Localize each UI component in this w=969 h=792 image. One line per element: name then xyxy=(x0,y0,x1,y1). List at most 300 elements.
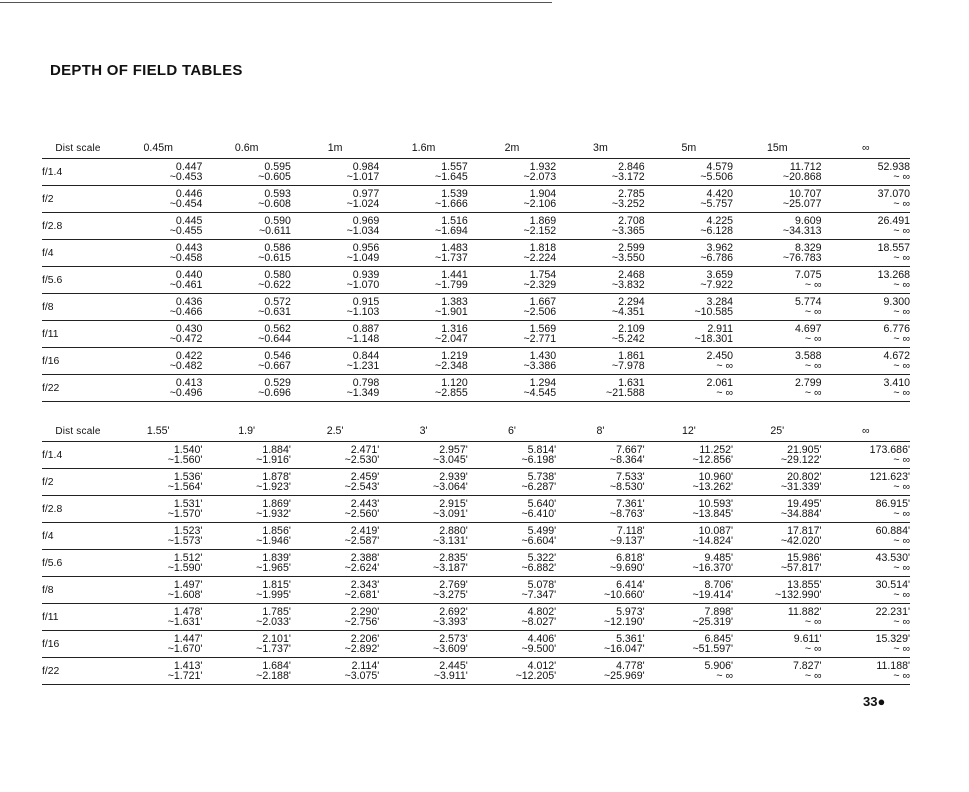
dof-cell xyxy=(202,523,290,550)
far-limit: ~3.393' xyxy=(433,615,468,628)
near-limit: 1.818 xyxy=(529,241,557,254)
near-limit: 0.590 xyxy=(264,214,291,227)
far-limit: ~18.301 xyxy=(694,332,734,345)
near-limit: 0.969 xyxy=(352,214,380,227)
near-limit: 5.499' xyxy=(527,524,557,537)
dof-cell xyxy=(114,375,202,402)
table-row xyxy=(42,186,910,213)
near-limit: 2.939' xyxy=(439,470,468,483)
far-limit: ~14.824' xyxy=(692,534,734,547)
far-limit: ~0.482 xyxy=(169,359,203,372)
near-limit: 1.884' xyxy=(262,443,291,456)
near-limit: 2.846 xyxy=(618,160,645,173)
near-limit: 10.087' xyxy=(698,524,734,537)
dof-cell xyxy=(733,577,821,604)
near-limit: 1.536' xyxy=(173,470,203,483)
near-limit: 9.611' xyxy=(793,632,822,645)
dof-cell xyxy=(114,577,202,604)
far-limit: ~2.033' xyxy=(256,615,291,628)
far-limit: ~ ∞ xyxy=(893,534,910,547)
near-limit: 5.738' xyxy=(527,470,557,483)
near-limit: 2.915' xyxy=(439,497,468,510)
near-limit: 1.441 xyxy=(441,268,468,281)
near-limit: 1.932 xyxy=(529,160,557,173)
far-limit: ~6.786 xyxy=(700,251,734,264)
far-limit: ~3.045' xyxy=(433,453,468,466)
far-limit: ~1.070 xyxy=(346,278,380,291)
near-limit: 2.599 xyxy=(618,241,645,254)
far-limit: ~19.414' xyxy=(692,588,734,601)
far-limit: ~ ∞ xyxy=(893,278,910,291)
dof-cell xyxy=(379,577,467,604)
fstop-label: f/2.8 xyxy=(42,503,63,515)
near-limit: 2.880' xyxy=(439,524,468,537)
dof-cell xyxy=(645,523,733,550)
far-limit: ~51.597' xyxy=(692,642,734,655)
near-limit: 1.516 xyxy=(441,214,468,227)
near-limit: 52.938 xyxy=(877,160,910,173)
dof-cell xyxy=(379,604,467,631)
fstop-label: f/22 xyxy=(42,382,60,394)
near-limit: 4.406' xyxy=(527,632,557,645)
fstop-label: f/22 xyxy=(42,665,60,677)
far-limit: ~0.496 xyxy=(169,386,203,399)
far-limit: ~31.339' xyxy=(780,480,822,493)
far-limit: ~2.756' xyxy=(344,615,380,628)
near-limit: 7.827' xyxy=(792,659,822,672)
dof-cell xyxy=(733,213,821,240)
far-limit: ~1.103 xyxy=(346,305,380,318)
near-limit: 22.231' xyxy=(875,605,910,618)
dof-cell xyxy=(556,658,644,685)
dof-cell xyxy=(291,213,379,240)
header-row xyxy=(42,421,910,442)
dof-cell xyxy=(468,550,556,577)
dof-cell xyxy=(822,294,911,321)
dof-cell xyxy=(202,631,290,658)
dof-cell xyxy=(202,442,290,469)
near-limit: 7.898' xyxy=(704,605,734,618)
far-limit: ~3.252 xyxy=(611,197,645,210)
near-limit: 1.413' xyxy=(173,659,203,672)
dof-cell xyxy=(291,159,379,186)
near-limit: 0.887 xyxy=(352,322,380,335)
fstop-label: f/4 xyxy=(42,247,54,259)
far-limit: ~9.690' xyxy=(609,561,645,574)
dof-cell xyxy=(822,375,911,402)
dof-cell xyxy=(114,550,202,577)
near-limit: 1.483 xyxy=(441,241,468,254)
far-limit: ~3.609' xyxy=(433,642,468,655)
near-limit: 0.956 xyxy=(352,241,380,254)
dof-cell xyxy=(202,658,290,685)
far-limit: ~8.530' xyxy=(609,480,645,493)
top-rule xyxy=(0,2,552,3)
far-limit: ~1.737 xyxy=(435,251,468,264)
dof-cell xyxy=(114,159,202,186)
near-limit: 0.413 xyxy=(175,376,203,389)
near-limit: 2.799 xyxy=(794,376,822,389)
far-limit: ~ ∞ xyxy=(804,359,822,372)
near-limit: 0.445 xyxy=(175,214,203,227)
far-limit: ~0.453 xyxy=(169,170,203,183)
table-row xyxy=(42,577,910,604)
near-limit: 4.420 xyxy=(706,187,734,200)
dof-cell xyxy=(556,604,644,631)
far-limit: ~1.995' xyxy=(256,588,291,601)
far-limit: ~1.694 xyxy=(435,224,468,237)
dof-cell xyxy=(733,186,821,213)
dist-scale-label: Dist scale xyxy=(55,142,101,154)
near-limit: 5.322' xyxy=(527,551,557,564)
far-limit: ~6.198' xyxy=(521,453,557,466)
near-limit: 2.294 xyxy=(618,295,645,308)
column-header: 0.6m xyxy=(234,142,259,154)
fstop-label: f/5.6 xyxy=(42,274,63,286)
far-limit: ~57.817' xyxy=(780,561,822,574)
far-limit: ~34.884' xyxy=(780,507,822,520)
dof-cell xyxy=(645,159,733,186)
dof-cell xyxy=(379,321,467,348)
far-limit: ~8.763' xyxy=(609,507,645,520)
near-limit: 0.915 xyxy=(352,295,380,308)
near-limit: 19.495' xyxy=(787,497,822,510)
dof-cell xyxy=(291,321,379,348)
table-row xyxy=(42,294,910,321)
dof-cell xyxy=(468,469,556,496)
dof-cell xyxy=(468,631,556,658)
near-limit: 2.573' xyxy=(439,632,468,645)
far-limit: ~1.590' xyxy=(167,561,203,574)
dof-cell xyxy=(379,294,467,321)
dof-cell xyxy=(379,631,467,658)
far-limit: ~ ∞ xyxy=(716,386,734,399)
far-limit: ~3.386 xyxy=(523,359,557,372)
near-limit: 5.814' xyxy=(527,443,557,456)
far-limit: ~76.783 xyxy=(782,251,822,264)
dof-cell xyxy=(202,267,290,294)
near-limit: 21.905' xyxy=(787,443,822,456)
dof-cell xyxy=(379,267,467,294)
table-row xyxy=(42,348,910,375)
far-limit: ~25.969' xyxy=(604,669,645,682)
near-limit: 13.855' xyxy=(787,578,822,591)
far-limit: ~5.506 xyxy=(700,170,734,183)
dof-cell xyxy=(202,321,290,348)
column-header: 3m xyxy=(593,142,608,154)
dof-cell xyxy=(645,375,733,402)
near-limit: 1.540' xyxy=(173,443,203,456)
dof-cell xyxy=(556,159,644,186)
near-limit: 10.593' xyxy=(698,497,734,510)
column-header: 25' xyxy=(770,425,785,437)
far-limit: ~0.458 xyxy=(169,251,203,264)
far-limit: ~ ∞ xyxy=(893,453,910,466)
far-limit: ~2.348 xyxy=(435,359,468,372)
far-limit: ~ ∞ xyxy=(804,642,822,655)
near-limit: 3.588 xyxy=(794,349,822,362)
near-limit: 15.329' xyxy=(875,632,910,645)
table-row xyxy=(42,550,910,577)
near-limit: 0.440 xyxy=(175,268,203,281)
near-limit: 0.529 xyxy=(264,376,291,389)
dof-cell xyxy=(202,240,290,267)
dof-cell xyxy=(645,442,733,469)
far-limit: ~8.027' xyxy=(521,615,557,628)
near-limit: 2.419' xyxy=(350,524,380,537)
near-limit: 2.290' xyxy=(350,605,380,618)
far-limit: ~1.965' xyxy=(256,561,291,574)
far-limit: ~3.064' xyxy=(433,480,468,493)
far-limit: ~3.075' xyxy=(344,669,380,682)
dof-cell xyxy=(291,496,379,523)
dof-cell xyxy=(379,658,467,685)
far-limit: ~3.091' xyxy=(433,507,468,520)
table-row xyxy=(42,604,910,631)
far-limit: ~ ∞ xyxy=(893,251,910,264)
near-limit: 60.884' xyxy=(875,524,910,537)
near-limit: 1.856' xyxy=(262,524,291,537)
near-limit: 11.252' xyxy=(699,443,734,456)
near-limit: 86.915' xyxy=(875,497,910,510)
near-limit: 0.844 xyxy=(352,349,380,362)
dof-cell xyxy=(556,550,644,577)
near-limit: 6.414' xyxy=(616,578,645,591)
far-limit: ~2.073 xyxy=(523,170,557,183)
far-limit: ~0.608 xyxy=(258,197,291,210)
far-limit: ~1.148 xyxy=(346,332,380,345)
dof-cell xyxy=(645,658,733,685)
near-limit: 0.422 xyxy=(175,349,203,362)
far-limit: ~2.681' xyxy=(344,588,380,601)
dof-cell xyxy=(379,240,467,267)
table-row xyxy=(42,496,910,523)
near-limit: 2.101' xyxy=(262,632,291,645)
far-limit: ~ ∞ xyxy=(893,669,910,682)
near-limit: 3.410 xyxy=(883,376,910,389)
dof-cell xyxy=(556,267,644,294)
dof-cell xyxy=(733,496,821,523)
column-header: 12' xyxy=(681,425,696,437)
far-limit: ~1.666 xyxy=(435,197,468,210)
far-limit: ~2.771 xyxy=(523,332,557,345)
page-title: DEPTH OF FIELD TABLES xyxy=(50,62,243,79)
near-limit: 5.973' xyxy=(616,605,645,618)
far-limit: ~2.543' xyxy=(344,480,380,493)
dof-cell xyxy=(114,240,202,267)
far-limit: ~9.137' xyxy=(609,534,645,547)
dof-cell xyxy=(556,348,644,375)
near-limit: 15.986' xyxy=(787,551,822,564)
far-limit: ~ ∞ xyxy=(804,669,822,682)
dof-cell xyxy=(645,469,733,496)
near-limit: 4.697 xyxy=(794,322,822,335)
far-limit: ~2.892' xyxy=(344,642,380,655)
far-limit: ~2.855 xyxy=(435,386,468,399)
dof-cell xyxy=(822,577,911,604)
dof-cell xyxy=(114,658,202,685)
dof-cell xyxy=(822,213,911,240)
far-limit: ~1.570' xyxy=(167,507,203,520)
far-limit: ~12.856' xyxy=(692,453,734,466)
dof-cell xyxy=(202,604,290,631)
near-limit: 0.595 xyxy=(264,160,291,173)
far-limit: ~0.667 xyxy=(258,359,291,372)
far-limit: ~132.990' xyxy=(774,588,822,601)
far-limit: ~0.611 xyxy=(258,224,291,237)
dist-scale-label: Dist scale xyxy=(55,425,101,437)
near-limit: 173.686' xyxy=(869,443,910,456)
dof-cell xyxy=(645,267,733,294)
dof-cell xyxy=(733,294,821,321)
fstop-label: f/11 xyxy=(42,611,59,623)
near-limit: 1.531' xyxy=(173,497,203,510)
far-limit: ~7.978 xyxy=(611,359,645,372)
far-limit: ~0.454 xyxy=(169,197,203,210)
near-limit: 3.284 xyxy=(706,295,734,308)
dof-cell xyxy=(733,631,821,658)
near-limit: 4.802' xyxy=(527,605,557,618)
near-limit: 1.512' xyxy=(173,551,203,564)
fstop-label: f/5.6 xyxy=(42,557,63,569)
dof-cell xyxy=(822,550,911,577)
far-limit: ~1.349 xyxy=(346,386,380,399)
near-limit: 1.754 xyxy=(529,268,557,281)
far-limit: ~1.560' xyxy=(167,453,203,466)
dof-cell xyxy=(468,240,556,267)
column-header: 1m xyxy=(327,142,343,154)
near-limit: 2.835' xyxy=(439,551,468,564)
dof-cell xyxy=(379,496,467,523)
fstop-label: f/4 xyxy=(42,530,54,542)
column-header: 3' xyxy=(419,425,428,437)
far-limit: ~ ∞ xyxy=(893,359,910,372)
dof-cell xyxy=(822,159,911,186)
near-limit: 7.533' xyxy=(616,470,645,483)
dof-cell xyxy=(556,375,644,402)
near-limit: 2.061 xyxy=(706,376,734,389)
far-limit: ~29.122' xyxy=(780,453,822,466)
far-limit: ~ ∞ xyxy=(893,197,910,210)
near-limit: 2.708 xyxy=(618,214,645,227)
far-limit: ~2.224 xyxy=(523,251,557,264)
near-limit: 1.120 xyxy=(441,376,468,389)
dof-cell xyxy=(645,240,733,267)
dof-cell xyxy=(468,267,556,294)
column-header: 8' xyxy=(596,425,605,437)
far-limit: ~3.131' xyxy=(433,534,468,547)
near-limit: 5.640' xyxy=(527,497,557,510)
near-limit: 1.878' xyxy=(262,470,291,483)
far-limit: ~16.047' xyxy=(604,642,645,655)
dof-cell xyxy=(379,442,467,469)
dof-cell xyxy=(733,469,821,496)
near-limit: 10.960' xyxy=(698,470,734,483)
dof-cell xyxy=(822,496,911,523)
far-limit: ~1.721' xyxy=(167,669,203,682)
near-limit: 0.580 xyxy=(264,268,291,281)
near-limit: 0.446 xyxy=(175,187,203,200)
far-limit: ~0.644 xyxy=(258,332,291,345)
near-limit: 0.436 xyxy=(175,295,203,308)
far-limit: ~0.605 xyxy=(258,170,291,183)
near-limit: 0.572 xyxy=(264,295,291,308)
dof-cell xyxy=(822,469,911,496)
near-limit: 1.904 xyxy=(529,187,557,200)
far-limit: ~ ∞ xyxy=(804,278,822,291)
near-limit: 0.939 xyxy=(352,268,380,281)
dof-cell xyxy=(379,523,467,550)
near-limit: 1.447' xyxy=(173,632,203,645)
dof-cell xyxy=(645,604,733,631)
dof-cell xyxy=(291,550,379,577)
far-limit: ~10.660' xyxy=(604,588,645,601)
dof-cell xyxy=(645,321,733,348)
near-limit: 1.478' xyxy=(173,605,203,618)
far-limit: ~2.188' xyxy=(256,669,291,682)
near-limit: 1.523' xyxy=(173,524,203,537)
table-row xyxy=(42,375,910,402)
far-limit: ~2.624' xyxy=(344,561,380,574)
near-limit: 26.491 xyxy=(877,214,910,227)
far-limit: ~2.506 xyxy=(523,305,557,318)
near-limit: 5.906' xyxy=(704,659,734,672)
near-limit: 1.785' xyxy=(262,605,291,618)
dof-cell xyxy=(379,159,467,186)
dof-cell xyxy=(645,631,733,658)
dof-cell xyxy=(291,186,379,213)
near-limit: 2.471' xyxy=(350,443,380,456)
far-limit: ~ ∞ xyxy=(893,615,910,628)
near-limit: 0.977 xyxy=(352,187,380,200)
dof-cell xyxy=(468,523,556,550)
far-limit: ~2.047 xyxy=(435,332,468,345)
far-limit: ~0.696 xyxy=(258,386,291,399)
far-limit: ~ ∞ xyxy=(804,386,822,399)
near-limit: 0.546 xyxy=(264,349,291,362)
far-limit: ~2.560' xyxy=(344,507,380,520)
dof-cell xyxy=(733,523,821,550)
far-limit: ~1.932' xyxy=(256,507,291,520)
column-header: 1.6m xyxy=(411,142,436,154)
near-limit: 1.839' xyxy=(262,551,291,564)
dof-cell xyxy=(114,213,202,240)
dof-cell xyxy=(556,631,644,658)
fstop-label: f/11 xyxy=(42,328,59,340)
near-limit: 1.497' xyxy=(173,578,203,591)
near-limit: 4.778' xyxy=(616,659,645,672)
dof-cell xyxy=(468,186,556,213)
dof-cell xyxy=(291,604,379,631)
far-limit: ~0.461 xyxy=(169,278,203,291)
dof-cell xyxy=(556,523,644,550)
dof-cell xyxy=(202,577,290,604)
table-row xyxy=(42,321,910,348)
far-limit: ~9.500' xyxy=(521,642,557,655)
fstop-label: f/1.4 xyxy=(42,449,63,461)
dof-cell xyxy=(291,658,379,685)
near-limit: 18.557 xyxy=(877,241,910,254)
far-limit: ~13.845' xyxy=(692,507,734,520)
metric-dof-table xyxy=(42,138,910,402)
dof-cell xyxy=(379,469,467,496)
near-limit: 0.984 xyxy=(352,160,380,173)
dof-cell xyxy=(733,442,821,469)
near-limit: 5.078' xyxy=(527,578,557,591)
table-row xyxy=(42,658,910,685)
near-limit: 2.468 xyxy=(618,268,645,281)
far-limit: ~ ∞ xyxy=(893,561,910,574)
